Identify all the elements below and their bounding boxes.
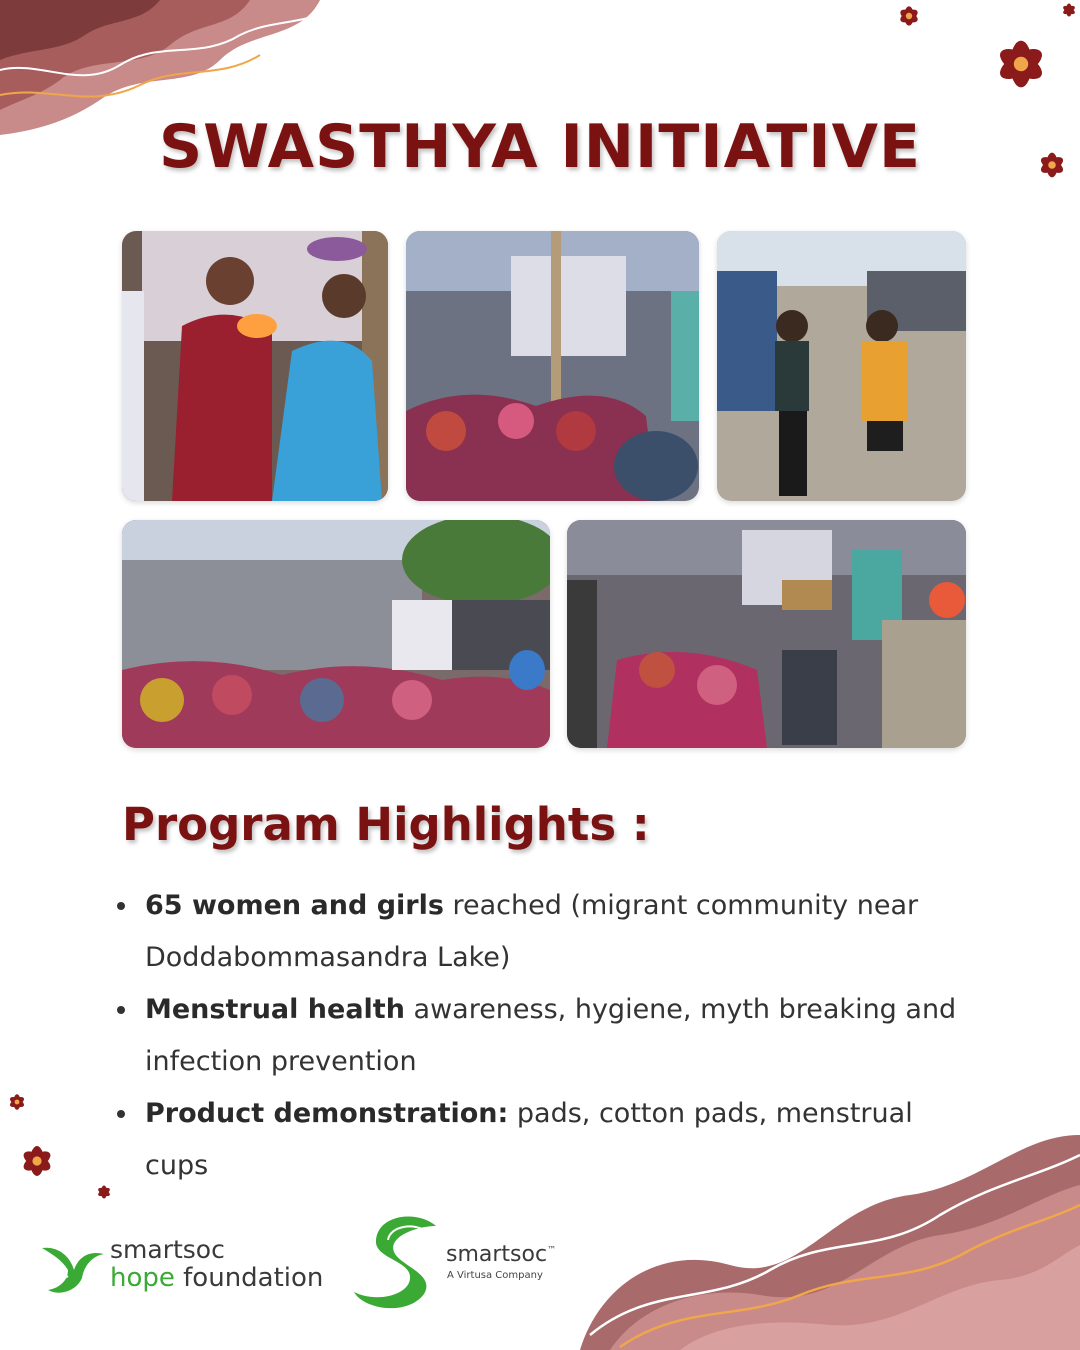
logo-name-hope: hope <box>110 1263 175 1293</box>
flower-icon <box>5 1090 29 1114</box>
photo-community-meeting <box>122 520 550 748</box>
list-item-bold: Menstrual health <box>145 994 405 1025</box>
list-item-bold: 65 women and girls <box>145 890 444 921</box>
list-item <box>112 984 972 1088</box>
logo-tagline: A Virtusa Company <box>447 1270 543 1281</box>
bird-icon <box>40 1240 106 1296</box>
smartsoc-s-icon <box>348 1212 448 1316</box>
photo-group-gathering <box>406 231 699 501</box>
trademark-symbol: ™ <box>547 1245 557 1256</box>
flower-icon <box>1058 0 1080 20</box>
logo-smartsoc-name: smartsoc <box>446 1242 548 1267</box>
smartsoc-logo <box>348 1212 568 1316</box>
flower-icon <box>14 1138 60 1184</box>
list-item-text: pads, cotton pads, menstrual cups <box>145 1098 913 1181</box>
photo-girls-with-products <box>717 231 966 501</box>
smartsoc-hope-foundation-logo <box>40 1236 330 1302</box>
list-item-text: reached (migrant community near Doddabommasandra Lake) <box>145 890 919 973</box>
photo-product-distribution <box>567 520 966 748</box>
photo-awareness-session <box>122 231 388 501</box>
page-title: SWASTHYA INITIATIVE <box>158 112 922 182</box>
flower-icon <box>94 1182 114 1202</box>
logo-name-foundation: foundation <box>174 1263 324 1293</box>
flower-icon <box>985 28 1057 100</box>
list-item-text: awareness, hygiene, myth breaking and infection prevention <box>145 994 957 1077</box>
decorative-wave-bottom-right <box>580 1135 1080 1350</box>
flower-icon <box>893 0 925 32</box>
list-item <box>112 880 972 984</box>
program-highlights-heading: Program Highlights : <box>122 798 650 851</box>
logo-name-line1: smartsoc <box>110 1235 225 1264</box>
list-item-bold: Product demonstration: <box>145 1098 509 1129</box>
